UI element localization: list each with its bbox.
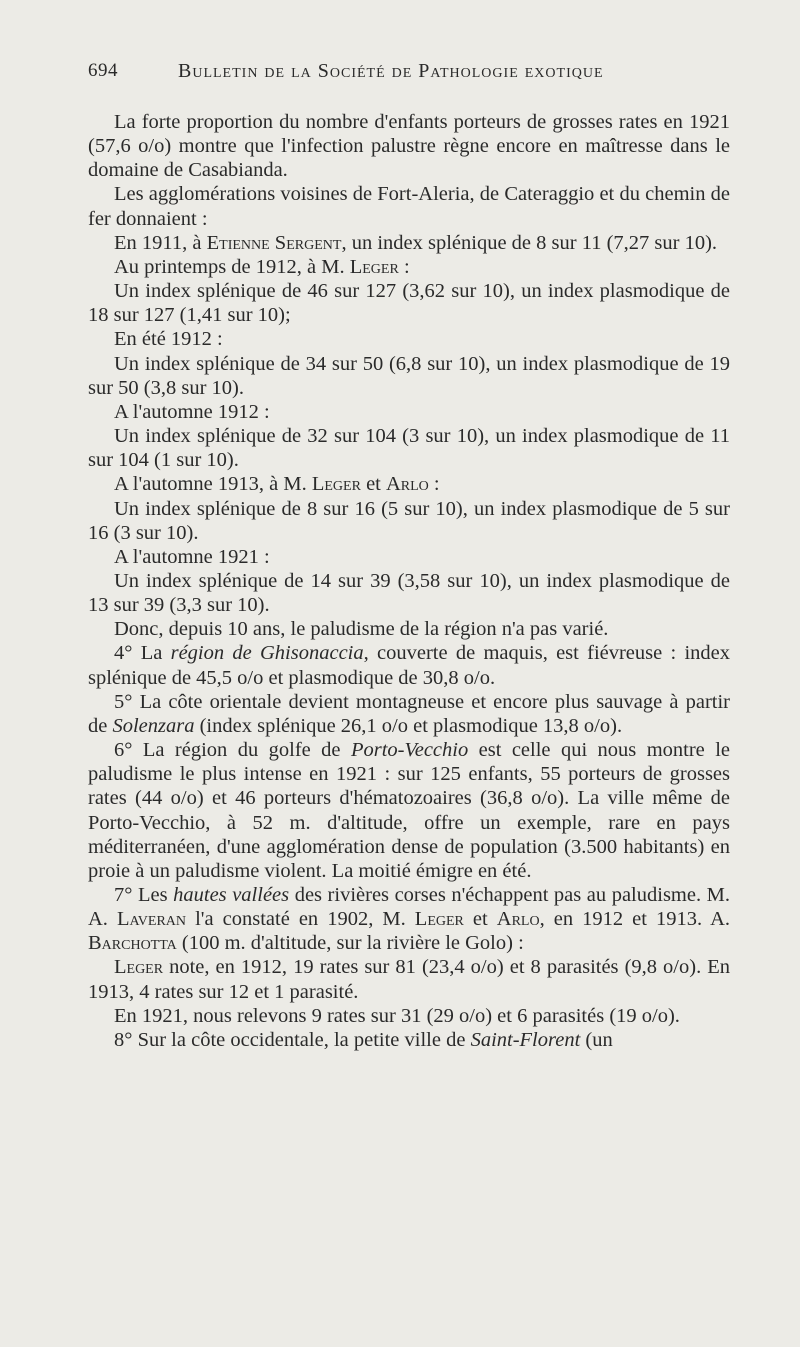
page-number: 694	[88, 60, 118, 81]
author-name: Etienne Sergent	[206, 231, 342, 254]
place-name: Saint-Florent	[470, 1028, 581, 1051]
author-name: Arlo	[496, 908, 540, 931]
paragraph: La forte proportion du nombre d'enfants porteurs de grosses rates en 1921 (57,6 o/o) montre que l'infection palustre règne encore en maîtresse dans le domaine de Casabianda.	[88, 111, 730, 182]
paragraph: A l'automne 1921 :	[114, 545, 270, 568]
author-name: Laveran	[116, 908, 187, 931]
paragraph: 7° Les hautes vallées des rivières corses n'échappent pas au paludisme. M. A. Laveran l'a constaté en 1902, M. Leger et Arlo, en 1912 et 1913. A. Barchotta (100 m. d'altitude, sur la rivière le Golo) :	[88, 884, 730, 955]
paragraph: A l'automne 1912 :	[114, 400, 270, 423]
paragraph: 4° La région de Ghisonaccia, couverte de maquis, est fiévreuse : index splénique de 45,5 o/o et plasmodique de 30,8 o/o.	[88, 642, 731, 689]
paragraph: Un index splénique de 14 sur 39 (3,58 sur 10), un index plasmodique de 13 sur 39 (3,3 sur 10).	[88, 569, 730, 617]
author-name: Barchotta	[88, 932, 177, 955]
paragraph: En 1921, nous relevons 9 rates sur 31 (29 o/o) et 6 parasités (19 o/o).	[114, 1004, 680, 1027]
paragraph: Donc, depuis 10 ans, le paludisme de la région n'a pas varié.	[114, 618, 609, 641]
body-text	[88, 110, 730, 1052]
paragraph: 8° Sur la côte occidentale, la petite ville de Saint-Florent (un	[114, 1028, 613, 1051]
paragraph: En été 1912 :	[114, 328, 223, 351]
page-header	[88, 60, 730, 90]
author-name: Leger	[311, 473, 361, 496]
paragraph: En 1911, à Etienne Sergent, un index splénique de 8 sur 11 (7,27 sur 10).	[114, 231, 718, 254]
paragraph: 6° La région du golfe de Porto-Vecchio est celle qui nous montre le paludisme le plus intense en 1921 : sur 125 enfants, 55 porteurs de grosses rates (44 o/o) et 46 porteurs d'hématozoaires (36,8 o/o). La ville même de Porto-Vecchio, à 52 m. d'altitude, offre un exemple, rare en pays méditerranéen, d'une agglomération dense de population (3.500 habitants) en proie à un paludisme violent. La moitié émigre en été.	[88, 739, 730, 882]
author-name: Leger	[414, 908, 464, 931]
paragraph: Un index splénique de 46 sur 127 (3,62 sur 10), un index plasmodique de 18 sur 127 (1,41 sur 10);	[88, 280, 730, 327]
paragraph: Au printemps de 1912, à M. Leger :	[114, 255, 410, 278]
place-name: hautes vallées	[173, 884, 290, 906]
place-name: Solenzara	[112, 714, 195, 737]
paragraph: Un index splénique de 34 sur 50 (6,8 sur 10), un index plasmodique de 19 sur 50 (3,8 sur 10).	[88, 352, 730, 399]
paragraph: Les agglomérations voisines de Fort-Aleria, de Cateraggio et du chemin de fer donnaient :	[88, 183, 730, 230]
paragraph: 5° La côte orientale devient montagneuse et encore plus sauvage à partir de Solenzara (index splénique 26,1 o/o et plasmodique 13,8 o/o).	[88, 690, 730, 737]
place-name: Porto-Vecchio	[350, 739, 469, 762]
paragraph: Un index splénique de 8 sur 16 (5 sur 10), un index plasmodique de 5 sur 16 (3 sur 10).	[88, 497, 730, 544]
place-name: région de Ghisonaccia	[170, 642, 364, 665]
author-name: Leger	[349, 255, 399, 278]
author-name: Arlo	[385, 473, 429, 496]
author-name: Leger	[114, 956, 164, 979]
paragraph: A l'automne 1913, à M. Leger et Arlo :	[114, 473, 440, 496]
paragraph: Un index splénique de 32 sur 104 (3 sur 10), un index plasmodique de 11 sur 104 (1 sur 10).	[88, 425, 730, 472]
running-title: Bulletin de la Société de Pathologie exotique	[178, 60, 604, 82]
paragraph: Leger note, en 1912, 19 rates sur 81 (23,4 o/o) et 8 parasités (9,8 o/o). En 1913, 4 rates sur 12 et 1 parasité.	[88, 956, 730, 1003]
